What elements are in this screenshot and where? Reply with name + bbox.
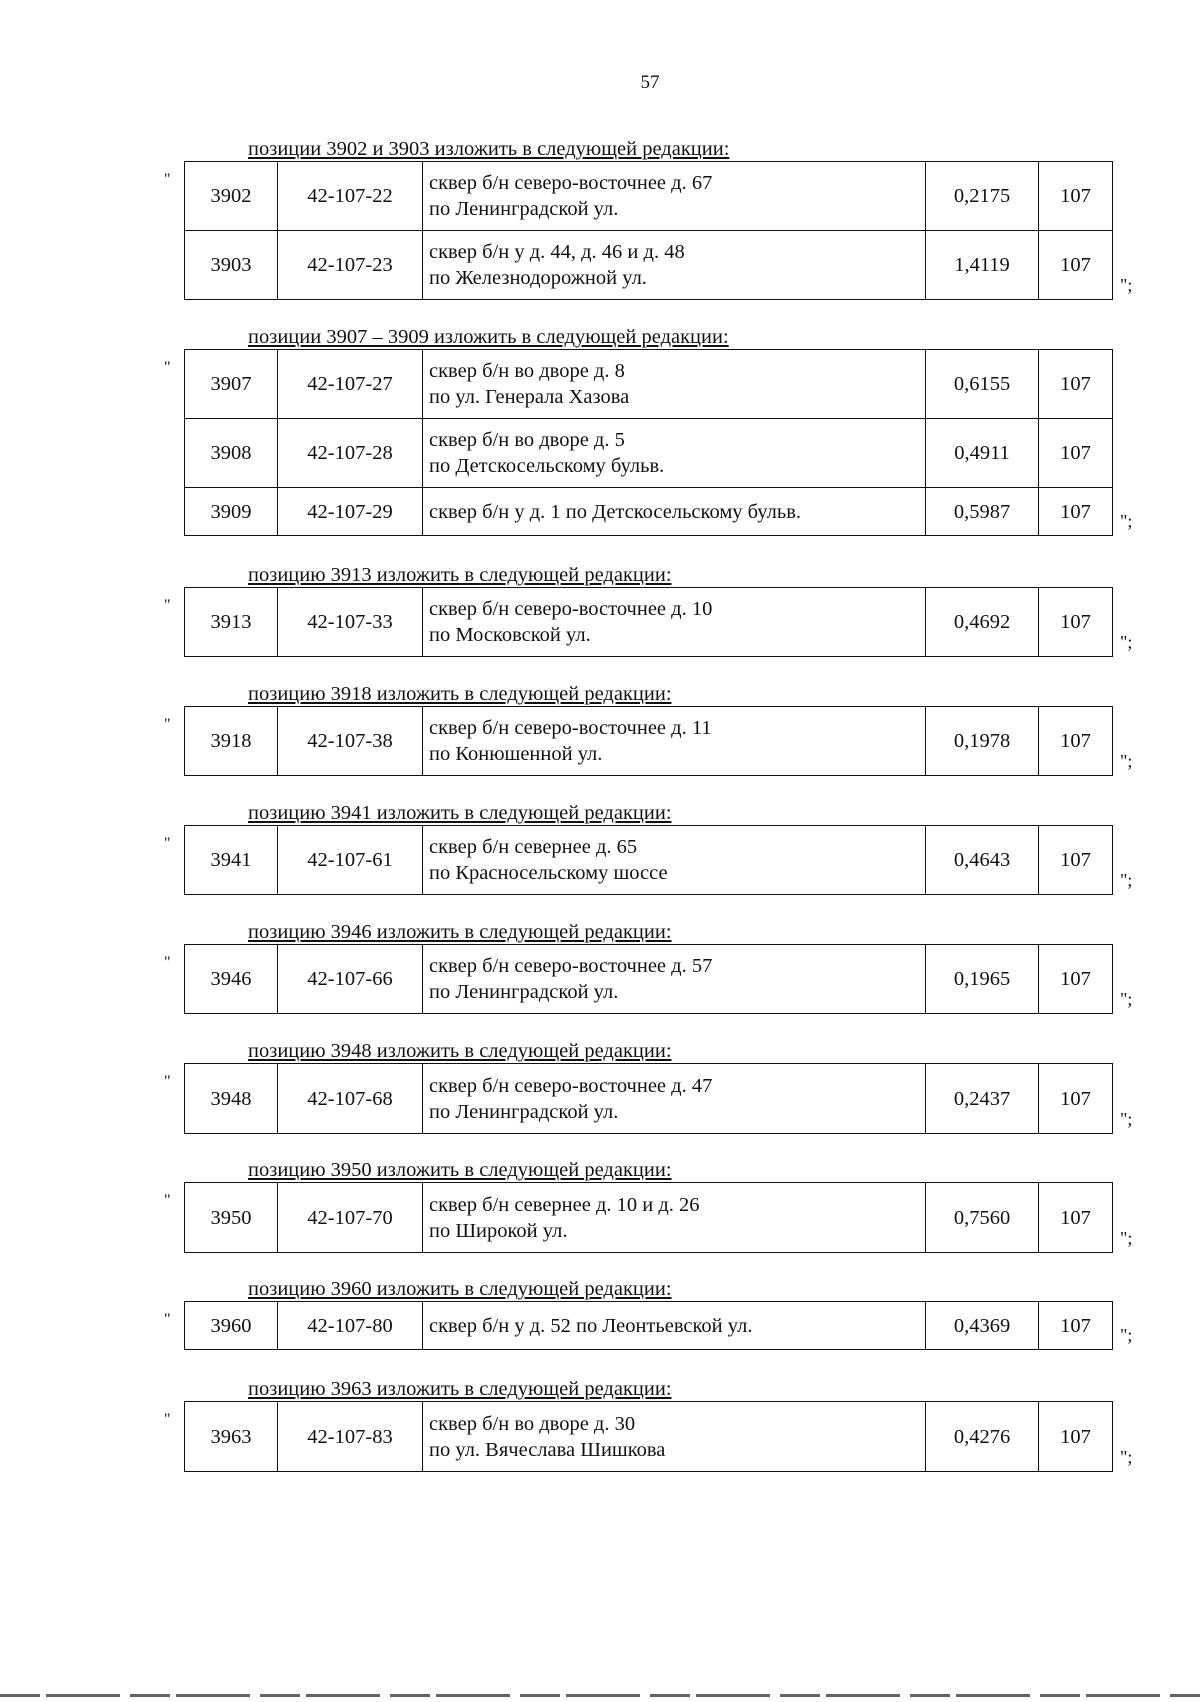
area-cell: 0,2175: [926, 162, 1039, 231]
close-quote: ";: [1120, 870, 1133, 890]
zone-number-cell: 107: [1039, 1064, 1113, 1134]
area-cell: 0,2437: [926, 1064, 1039, 1134]
description-line: сквер б/н северо-восточнее д. 47: [429, 1074, 713, 1097]
amendment-intro: позицию 3941 изложить в следующей редакции:: [248, 802, 672, 824]
open-quote: ": [164, 1192, 171, 1209]
close-quote: ";: [1120, 1447, 1133, 1467]
positions-table: [184, 944, 1113, 1014]
positions-table-wrapper: [164, 1063, 1133, 1134]
description-line: по Красносельскому шоссе: [429, 862, 668, 884]
close-quote: ";: [1120, 511, 1133, 531]
positions-table: [184, 1401, 1113, 1472]
description-line: по Железнодорожной ул.: [429, 267, 647, 289]
zone-number-cell: 107: [1039, 350, 1113, 419]
table-row: [185, 1302, 1113, 1350]
position-number-cell: 3907: [185, 350, 278, 419]
positions-table-wrapper: [164, 1301, 1133, 1350]
area-cell: 0,4692: [926, 588, 1039, 657]
registry-code-cell: 42-107-83: [278, 1402, 423, 1472]
description-line: сквер б/н северо-восточнее д. 67: [429, 172, 713, 194]
registry-code-cell: 42-107-66: [278, 945, 423, 1014]
description-line: по Конюшенной ул.: [429, 743, 603, 765]
positions-table-wrapper: [164, 944, 1133, 1014]
position-number-cell: 3918: [185, 707, 278, 776]
table-row: [185, 588, 1113, 657]
registry-code-cell: 42-107-38: [278, 707, 423, 776]
amendment-intro: позицию 3963 изложить в следующей редакции:: [248, 1378, 672, 1400]
area-cell: 0,1978: [926, 707, 1039, 776]
position-number-cell: 3960: [185, 1302, 278, 1350]
area-cell: 0,4643: [926, 826, 1039, 895]
registry-code-cell: 42-107-33: [278, 588, 423, 657]
description-line: по ул. Вячеслава Шишкова: [429, 1438, 666, 1461]
area-cell: 0,6155: [926, 350, 1039, 419]
amendment-intro: позиции 3902 и 3903 изложить в следующей редакции:: [248, 138, 730, 160]
table-row: [185, 1402, 1113, 1472]
position-number-cell: 3908: [185, 419, 278, 488]
description-line: сквер б/н во дворе д. 30: [429, 1412, 636, 1435]
close-quote: ";: [1120, 989, 1133, 1009]
registry-code-cell: 42-107-80: [278, 1302, 423, 1350]
page-number: 57: [640, 72, 660, 93]
description-line: сквер б/н у д. 52 по Леонтьевской ул.: [429, 1314, 753, 1337]
open-quote: ": [164, 716, 171, 733]
description-line: по Детскосельскому бульв.: [429, 455, 665, 477]
description-line: сквер б/н северо-восточнее д. 57: [429, 955, 713, 977]
description-line: сквер б/н у д. 1 по Детскосельскому бульв.: [429, 500, 802, 523]
open-quote: ": [164, 1311, 171, 1328]
registry-code-cell: 42-107-28: [278, 419, 423, 488]
description-cell: [423, 488, 926, 536]
amendment-intro: позицию 3960 изложить в следующей редакции:: [248, 1278, 672, 1300]
amendment-intro: позицию 3913 изложить в следующей редакции:: [248, 564, 672, 586]
description-line: по Ленинградской ул.: [429, 981, 619, 1003]
zone-number-cell: 107: [1039, 1302, 1113, 1350]
description-line: по ул. Генерала Хазова: [429, 386, 630, 408]
close-quote: ";: [1120, 275, 1133, 295]
area-cell: 0,7560: [926, 1183, 1039, 1253]
table-row: [185, 1183, 1113, 1253]
description-line: сквер б/н у д. 44, д. 46 и д. 48: [429, 241, 685, 263]
zone-number-cell: 107: [1039, 231, 1113, 300]
close-quote: ";: [1120, 632, 1133, 652]
amendment-section: [150, 1039, 1133, 1134]
amendment-section: [150, 1158, 1133, 1253]
zone-number-cell: 107: [1039, 707, 1113, 776]
area-cell: 0,5987: [926, 488, 1039, 536]
positions-table-wrapper: [164, 161, 1133, 300]
registry-code-cell: 42-107-70: [278, 1183, 423, 1253]
position-number-cell: 3903: [185, 231, 278, 300]
area-cell: 0,1965: [926, 945, 1039, 1014]
description-cell: [423, 350, 926, 419]
positions-table: [184, 349, 1113, 536]
zone-number-cell: 107: [1039, 945, 1113, 1014]
description-line: сквер б/н во дворе д. 5: [429, 429, 625, 451]
amendment-section: [150, 563, 1133, 657]
positions-table: [184, 1063, 1113, 1134]
zone-number-cell: 107: [1039, 419, 1113, 488]
description-line: по Широкой ул.: [429, 1219, 568, 1242]
open-quote: ": [164, 954, 171, 971]
open-quote: ": [164, 171, 171, 188]
open-quote: ": [164, 1073, 171, 1090]
description-cell: [423, 707, 926, 776]
amendment-intro: позицию 3918 изложить в следующей редакции:: [248, 683, 672, 705]
area-cell: 0,4276: [926, 1402, 1039, 1472]
amendment-intro: позицию 3946 изложить в следующей редакции:: [248, 921, 672, 943]
description-cell: [423, 1402, 926, 1472]
description-cell: [423, 945, 926, 1014]
table-row: [185, 945, 1113, 1014]
description-cell: [423, 231, 926, 300]
description-cell: [423, 826, 926, 895]
description-cell: [423, 419, 926, 488]
zone-number-cell: 107: [1039, 588, 1113, 657]
table-row: [185, 419, 1113, 488]
description-line: сквер б/н севернее д. 10 и д. 26: [429, 1193, 700, 1216]
table-row: [185, 231, 1113, 300]
zone-number-cell: 107: [1039, 1402, 1113, 1472]
positions-table: [184, 825, 1113, 895]
description-cell: [423, 1183, 926, 1253]
description-line: по Ленинградской ул.: [429, 1100, 619, 1123]
amendment-intro: позицию 3950 изложить в следующей редакции:: [248, 1159, 672, 1181]
registry-code-cell: 42-107-23: [278, 231, 423, 300]
description-cell: [423, 1064, 926, 1134]
amendment-section: [150, 137, 1133, 300]
registry-code-cell: 42-107-29: [278, 488, 423, 536]
close-quote: ";: [1120, 1228, 1133, 1248]
close-quote: ";: [1120, 751, 1133, 771]
positions-table-wrapper: [164, 706, 1133, 776]
position-number-cell: 3948: [185, 1064, 278, 1134]
position-number-cell: 3909: [185, 488, 278, 536]
zone-number-cell: 107: [1039, 826, 1113, 895]
zone-number-cell: 107: [1039, 1183, 1113, 1253]
table-row: [185, 488, 1113, 536]
amendment-intro: позицию 3948 изложить в следующей редакции:: [248, 1040, 672, 1062]
open-quote: ": [164, 359, 171, 376]
positions-table-wrapper: [164, 1182, 1133, 1253]
registry-code-cell: 42-107-27: [278, 350, 423, 419]
registry-code-cell: 42-107-61: [278, 826, 423, 895]
description-line: сквер б/н во дворе д. 8: [429, 360, 625, 382]
positions-table-wrapper: [164, 825, 1133, 895]
description-line: сквер б/н северо-восточнее д. 10: [429, 598, 713, 620]
table-row: [185, 707, 1113, 776]
amendment-section: [150, 325, 1133, 536]
position-number-cell: 3950: [185, 1183, 278, 1253]
description-line: сквер б/н севернее д. 65: [429, 836, 638, 858]
area-cell: 0,4369: [926, 1302, 1039, 1350]
footer-rule: [0, 1694, 1200, 1697]
amendment-section: [150, 1277, 1133, 1350]
zone-number-cell: 107: [1039, 488, 1113, 536]
position-number-cell: 3913: [185, 588, 278, 657]
positions-table-wrapper: [164, 349, 1133, 536]
description-cell: [423, 588, 926, 657]
description-line: по Ленинградской ул.: [429, 198, 619, 220]
close-quote: ";: [1120, 1109, 1133, 1129]
amendment-section: [150, 920, 1133, 1014]
description-cell: [423, 1302, 926, 1350]
description-cell: [423, 162, 926, 231]
amendment-intro: позиции 3907 – 3909 изложить в следующей редакции:: [248, 326, 729, 348]
registry-code-cell: 42-107-68: [278, 1064, 423, 1134]
area-cell: 0,4911: [926, 419, 1039, 488]
registry-code-cell: 42-107-22: [278, 162, 423, 231]
open-quote: ": [164, 1411, 171, 1428]
description-line: по Московской ул.: [429, 624, 591, 646]
table-row: [185, 162, 1113, 231]
table-row: [185, 1064, 1113, 1134]
amendment-section: [150, 682, 1133, 776]
positions-table: [184, 1182, 1113, 1253]
positions-table: [184, 706, 1113, 776]
positions-table: [184, 161, 1113, 300]
open-quote: ": [164, 835, 171, 852]
position-number-cell: 3941: [185, 826, 278, 895]
position-number-cell: 3946: [185, 945, 278, 1014]
amendment-section: [150, 1377, 1133, 1472]
positions-table: [184, 1301, 1113, 1350]
area-cell: 1,4119: [926, 231, 1039, 300]
table-row: [185, 350, 1113, 419]
description-line: сквер б/н северо-восточнее д. 11: [429, 717, 712, 739]
table-row: [185, 826, 1113, 895]
positions-table-wrapper: [164, 587, 1133, 657]
zone-number-cell: 107: [1039, 162, 1113, 231]
amendment-section: [150, 801, 1133, 895]
position-number-cell: 3902: [185, 162, 278, 231]
open-quote: ": [164, 597, 171, 614]
positions-table: [184, 587, 1113, 657]
positions-table-wrapper: [164, 1401, 1133, 1472]
position-number-cell: 3963: [185, 1402, 278, 1472]
close-quote: ";: [1120, 1325, 1133, 1345]
